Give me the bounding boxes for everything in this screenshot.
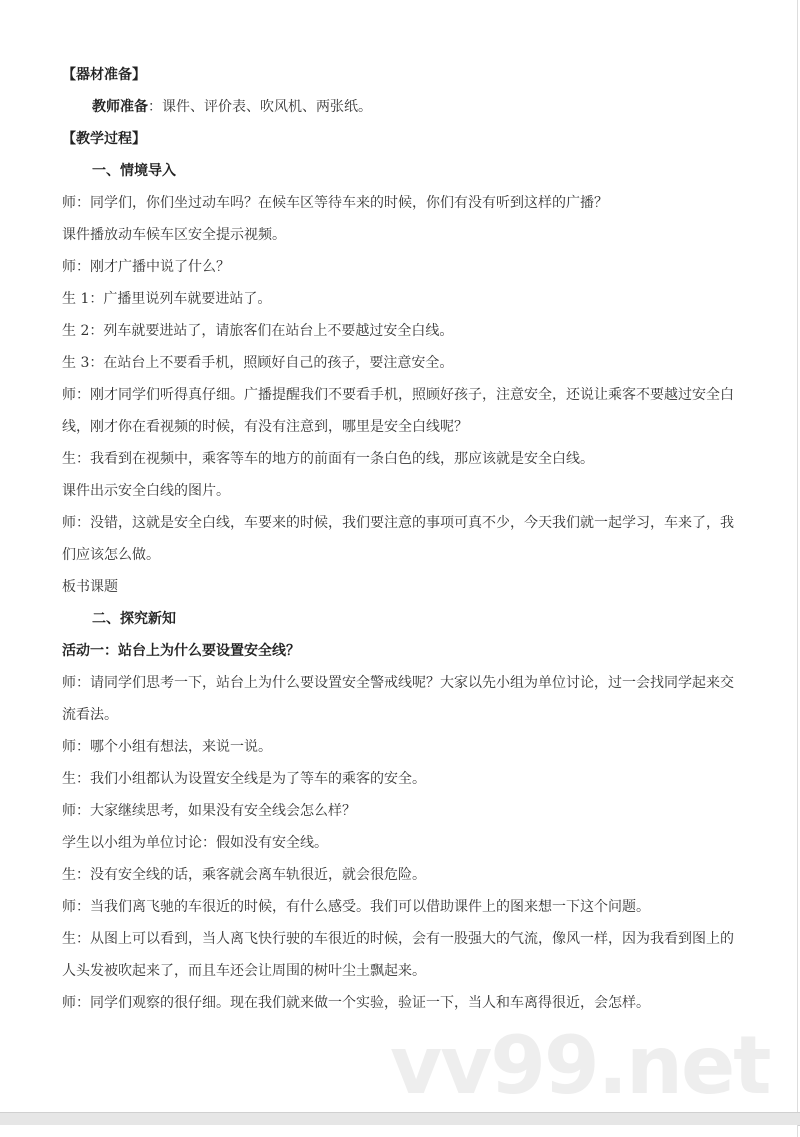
materials-paragraph — [62, 91, 744, 123]
dialogue-paragraph: 师：没错，这就是安全白线，车要来的时候，我们要注意的事项可真不少，今天我们就一起学习，车来了，我们应该怎么做。 — [62, 515, 734, 563]
dialogue-paragraph: 学生以小组为单位讨论：假如没有安全线。 — [62, 835, 328, 851]
dialogue-paragraph: 课件播放动车候车区安全提示视频。 — [62, 227, 286, 243]
dialogue-paragraph: 师：刚才同学们听得真仔细。广播提醒我们不要看手机，照顾好孩子，注意安全，还说让乘客不要越过安全白线，刚才你在看视频的时候，有没有注意到，哪里是安全白线呢？ — [62, 387, 734, 435]
dialogue-paragraph: 师：大家继续思考，如果没有安全线会怎么样？ — [62, 803, 356, 819]
dialogue-paragraph: 生 3：在站台上不要看手机，照顾好自己的孩子，要注意安全。 — [62, 355, 454, 371]
materials-label: 教师准备 — [92, 99, 148, 115]
dialogue-paragraph: 生：我们小组都认为设置安全线是为了等车的乘客的安全。 — [62, 771, 426, 787]
dialogue-paragraph: 生：我看到在视频中，乘客等车的地方的前面有一条白色的线，那应该就是安全白线。 — [62, 451, 594, 467]
dialogue-paragraph: 师：刚才广播中说了什么？ — [62, 259, 230, 275]
dialogue-paragraph: 师：哪个小组有想法，来说一说。 — [62, 739, 272, 755]
page-separator — [0, 1112, 800, 1126]
dialogue-paragraph: 板书课题 — [62, 579, 118, 595]
dialogue-paragraph: 师：请同学们思考一下，站台上为什么要设置安全警戒线呢？大家以先小组为单位讨论，过一会找同学起来交流看法。 — [62, 675, 734, 723]
subsection-heading: 一、情境导入 — [92, 163, 176, 179]
dialogue-paragraph: 师：当我们离飞驰的车很近的时候，有什么感受。我们可以借助课件上的图来想一下这个问题。 — [62, 899, 650, 915]
dialogue-paragraph: 师：同学们观察的很仔细。现在我们就来做一个实验，验证一下，当人和车离得很近，会怎样。 — [62, 995, 650, 1011]
section-heading: 【器材准备】 — [62, 67, 146, 83]
watermark: vv99.net — [390, 1019, 770, 1112]
next-page — [0, 1125, 798, 1137]
section-heading: 【教学过程】 — [62, 131, 146, 147]
dialogue-paragraph: 生：从图上可以看到，当人离飞快行驶的车很近的时候，会有一股强大的气流，像风一样，因为我看到图上的人头发被吹起来了，而且车还会让周围的树叶尘土飘起来。 — [62, 931, 734, 979]
dialogue-paragraph: 生：没有安全线的话，乘客就会离车轨很近，就会很危险。 — [62, 867, 426, 883]
dialogue-paragraph: 课件出示安全白线的图片。 — [62, 483, 230, 499]
materials-text: ：课件、评价表、吹风机、两张纸。 — [148, 99, 372, 115]
document-body — [62, 59, 744, 1019]
dialogue-paragraph: 生 1：广播里说列车就要进站了。 — [62, 291, 272, 307]
subsection-heading: 二、探究新知 — [92, 611, 176, 627]
dialogue-paragraph: 生 2：列车就要进站了，请旅客们在站台上不要越过安全白线。 — [62, 323, 454, 339]
section-heading: 活动一：站台上为什么要设置安全线？ — [62, 643, 300, 659]
dialogue-paragraph: 师：同学们，你们坐过动车吗？在候车区等待车来的时候，你们有没有听到这样的广播？ — [62, 195, 608, 211]
